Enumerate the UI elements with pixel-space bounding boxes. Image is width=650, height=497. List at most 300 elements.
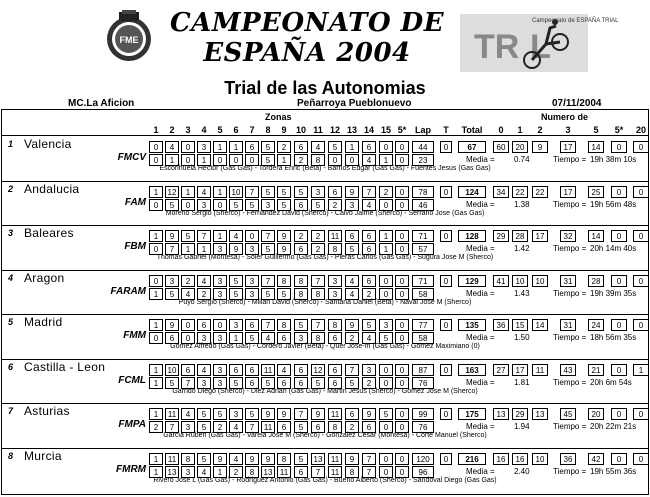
- zone-score: 5: [261, 141, 275, 153]
- zone-header: 14: [363, 125, 374, 135]
- zone-score: 1: [149, 453, 163, 465]
- zone-score: 5: [277, 288, 291, 300]
- zone-score: 10: [165, 364, 179, 376]
- team-block: [0, 271, 650, 316]
- zone-score: 5: [261, 377, 275, 389]
- team-total: 129: [458, 275, 486, 287]
- zone-header: 2: [169, 125, 175, 135]
- zone-score: 5: [213, 408, 227, 420]
- zone-score: 4: [181, 288, 195, 300]
- team-name: Madrid: [24, 315, 63, 329]
- zone-score: 2: [345, 332, 359, 344]
- zone-score: 5: [328, 141, 342, 153]
- zone-score: 10: [229, 186, 243, 198]
- zone-score: 6: [197, 319, 211, 331]
- zone-score: 4: [229, 453, 243, 465]
- zone-score: 0: [181, 141, 195, 153]
- numero-count: 0: [611, 275, 627, 287]
- numero-count: 17: [532, 230, 548, 242]
- zone-score: 11: [328, 230, 342, 242]
- zone-score: 3: [213, 377, 227, 389]
- numero-count: 31: [560, 275, 576, 287]
- zone-score: 9: [277, 230, 291, 242]
- zone-score: 2: [213, 421, 227, 433]
- zone-score: 7: [261, 230, 275, 242]
- zone-score: 13: [165, 466, 179, 478]
- zone-score: 4: [362, 199, 376, 211]
- lap-total: 76: [412, 377, 434, 389]
- numero-count: 43: [560, 364, 576, 376]
- federation-code: FARAM: [110, 285, 146, 297]
- zone-score: 1: [197, 154, 211, 166]
- numero-count: 0: [633, 408, 649, 420]
- zone-score: 5: [245, 332, 259, 344]
- numero-count: 9: [532, 141, 548, 153]
- zone-score: 0: [379, 199, 393, 211]
- team-rank: 5: [8, 317, 14, 327]
- zone-score: 5: [181, 230, 195, 242]
- tiempo-value: 19h 55m 36s: [590, 466, 637, 476]
- numero-count: 14: [532, 319, 548, 331]
- lap-total: 58: [412, 332, 434, 344]
- zone-score: 0: [181, 332, 195, 344]
- tiempo-label: Tiempo =: [553, 288, 587, 298]
- numero-count: 17: [512, 364, 528, 376]
- zone-score: 8: [277, 275, 291, 287]
- zone-header: 9: [281, 125, 287, 135]
- zone-score: 5: [197, 421, 211, 433]
- zone-score: 1: [149, 408, 163, 420]
- zone-score: 0: [149, 199, 163, 211]
- zone-score: 0: [181, 154, 195, 166]
- numero-count: 42: [588, 453, 604, 465]
- numero-count: 45: [560, 408, 576, 420]
- title-line-1: CAMPEONATO DE: [169, 8, 445, 38]
- zone-score: 11: [261, 364, 275, 376]
- zone-score: 11: [277, 466, 291, 478]
- zone-score: 3: [213, 364, 227, 376]
- numero-count: 28: [512, 230, 528, 242]
- zone-score: 6: [165, 332, 179, 344]
- team-name: Andalucia: [24, 181, 80, 196]
- zone-score: 6: [362, 275, 376, 287]
- zone-score: 2: [294, 230, 308, 242]
- media-value: 1.42: [514, 244, 530, 253]
- zone-score: 8: [311, 154, 325, 166]
- zone-score: 0: [328, 154, 342, 166]
- numero-count: 17: [560, 186, 576, 198]
- zone-score: 7: [311, 275, 325, 287]
- zone-score: 5: [229, 275, 243, 287]
- numero-count: 0: [611, 186, 627, 198]
- zone-header: 15: [380, 125, 391, 135]
- zone-score: 0: [245, 154, 259, 166]
- team-total: 135: [458, 319, 486, 331]
- lap-total: 76: [412, 421, 434, 433]
- numero-col-header: 2: [537, 125, 543, 135]
- team-name: Castilla - Leon: [24, 359, 106, 374]
- numero-count: 0: [633, 453, 649, 465]
- zone-header: 6: [233, 125, 239, 135]
- team-riders: Garcia Ruben (Gas Gas) - Varela Jose M (Sherco) - Gonzalez Cesar (Montesa) - Corte Manuel (Sherco): [163, 432, 487, 439]
- zone-score: 4: [197, 364, 211, 376]
- zone-score: 0: [395, 466, 409, 478]
- zone-score: 8: [328, 319, 342, 331]
- numero-col-header: 5: [593, 125, 599, 135]
- zone-score: 0: [149, 332, 163, 344]
- zone-header: 3: [185, 125, 191, 135]
- zone-score: 1: [165, 154, 179, 166]
- zone-score: 4: [197, 275, 211, 287]
- t-value: 0: [440, 141, 452, 153]
- lap1-row: [0, 230, 650, 243]
- team-total: 67: [458, 141, 486, 153]
- zone-score: 5: [165, 377, 179, 389]
- zone-score: 6: [362, 243, 376, 255]
- zone-score: 6: [345, 408, 359, 420]
- zone-score: 7: [261, 275, 275, 287]
- event-date: 07/11/2004: [552, 98, 602, 109]
- numero-count: 0: [633, 319, 649, 331]
- federation-code: FCML: [118, 374, 146, 386]
- zone-score: 0: [395, 377, 409, 389]
- zone-score: 3: [245, 243, 259, 255]
- tiempo-label: Tiempo =: [553, 244, 587, 253]
- zone-score: 0: [395, 199, 409, 211]
- zone-score: 6: [294, 141, 308, 153]
- zone-score: 6: [277, 421, 291, 433]
- numero-count: 60: [493, 141, 509, 153]
- t-value: 0: [440, 453, 452, 465]
- zone-score: 5: [277, 199, 291, 211]
- zone-score: 6: [245, 141, 259, 153]
- team-riders: Gomez Alfredo (Gas Gas) - Cordero Javier (Beta) - Quer Jose-m (Gas Gas) - Gomez Maximiano (0): [170, 343, 480, 350]
- zone-score: 5: [197, 453, 211, 465]
- zone-score: 3: [362, 364, 376, 376]
- zone-score: 1: [229, 141, 243, 153]
- lap1-row: [0, 319, 650, 332]
- tiempo-value: 20h 6m 54s: [590, 377, 632, 387]
- header: [0, 0, 650, 78]
- lap-total: 87: [412, 364, 434, 376]
- zone-score: 0: [181, 199, 195, 211]
- zone-score: 4: [229, 230, 243, 242]
- zone-score: 4: [197, 466, 211, 478]
- zone-score: 7: [362, 186, 376, 198]
- zone-score: 7: [197, 230, 211, 242]
- tiempo-label: Tiempo =: [553, 333, 587, 342]
- zone-score: 2: [345, 421, 359, 433]
- numero-count: 27: [493, 364, 509, 376]
- lap1-row: [0, 408, 650, 421]
- zone-score: 4: [277, 364, 291, 376]
- zone-score: 5: [229, 288, 243, 300]
- tiempo-label: Tiempo =: [553, 377, 587, 387]
- media-label: Media =: [466, 377, 495, 387]
- federation-code: FMCV: [117, 152, 146, 163]
- zone-score: 3: [181, 421, 195, 433]
- zone-score: 5: [165, 288, 179, 300]
- zone-score: 0: [213, 319, 227, 331]
- zone-score: 7: [165, 243, 179, 255]
- zone-score: 6: [245, 377, 259, 389]
- team-block: [0, 226, 650, 271]
- zone-score: 4: [181, 408, 195, 420]
- svg-text:TR: TR: [474, 28, 520, 66]
- zone-score: 6: [294, 364, 308, 376]
- zone-score: 0: [395, 332, 409, 344]
- zone-score: 7: [311, 466, 325, 478]
- zone-score: 3: [197, 141, 211, 153]
- t-value: 0: [440, 364, 452, 376]
- numero-count: 13: [532, 408, 548, 420]
- zone-score: 8: [311, 332, 325, 344]
- zone-score: 3: [213, 288, 227, 300]
- t-header: T: [443, 125, 449, 135]
- zone-score: 6: [181, 364, 195, 376]
- numero-count: 1: [633, 364, 649, 376]
- numero-count: 29: [512, 408, 528, 420]
- zone-score: 5: [362, 319, 376, 331]
- zone-score: 1: [277, 154, 291, 166]
- zonas-header: Zonas: [265, 112, 292, 122]
- zone-score: 4: [165, 141, 179, 153]
- lap-total: 96: [412, 466, 434, 478]
- zone-score: 4: [311, 141, 325, 153]
- team-block: [0, 449, 650, 494]
- zone-score: 3: [311, 186, 325, 198]
- zone-score: 9: [245, 453, 259, 465]
- zone-score: 9: [345, 453, 359, 465]
- zone-score: 0: [379, 421, 393, 433]
- zone-score: 0: [379, 364, 393, 376]
- lap-total: 46: [412, 199, 434, 211]
- zone-score: 3: [345, 199, 359, 211]
- media-label: Media =: [466, 288, 495, 298]
- team-rank: 7: [8, 406, 14, 416]
- zone-score: 3: [328, 288, 342, 300]
- zone-score: 12: [311, 364, 325, 376]
- zone-score: 9: [311, 408, 325, 420]
- zone-score: 0: [149, 154, 163, 166]
- tiempo-value: 19h 38m 10s: [590, 155, 637, 164]
- tiempo-value: 19h 39m 35s: [590, 288, 637, 298]
- zone-score: 2: [311, 230, 325, 242]
- media-value: 0.74: [514, 155, 530, 164]
- media-value: 1.50: [514, 333, 530, 342]
- zone-score: 6: [294, 199, 308, 211]
- zone-score: 1: [181, 243, 195, 255]
- zone-score: 11: [328, 453, 342, 465]
- lap-total: 58: [412, 288, 434, 300]
- zone-score: 9: [261, 408, 275, 420]
- zone-score: 3: [229, 319, 243, 331]
- zone-score: 0: [229, 154, 243, 166]
- zone-score: 7: [362, 453, 376, 465]
- zone-score: 11: [328, 408, 342, 420]
- team-riders: Thomas Gabriel (Montesa) - Soler Guillermo (Gas Gas) - Pieras Carlos (Gas Gas) - Sugura Jose M (Sherco): [156, 254, 494, 261]
- zone-score: 6: [294, 377, 308, 389]
- zone-score: 3: [165, 275, 179, 287]
- numero-count: 16: [493, 453, 509, 465]
- zone-score: 5: [311, 377, 325, 389]
- numero-count: 15: [512, 319, 528, 331]
- zone-score: 6: [277, 332, 291, 344]
- tiempo-label: Tiempo =: [553, 466, 587, 476]
- numero-count: 29: [493, 230, 509, 242]
- zone-score: 1: [149, 186, 163, 198]
- media-label: Media =: [466, 199, 495, 209]
- t-value: 0: [440, 230, 452, 242]
- zone-score: 1: [149, 319, 163, 331]
- zone-score: 9: [345, 186, 359, 198]
- zone-score: 6: [362, 421, 376, 433]
- team-name: Baleares: [24, 226, 74, 240]
- zone-score: 1: [229, 332, 243, 344]
- zone-score: 0: [379, 275, 393, 287]
- zone-score: 7: [261, 319, 275, 331]
- zone-header: 10: [295, 125, 306, 135]
- zone-score: 0: [395, 453, 409, 465]
- zone-score: 4: [345, 288, 359, 300]
- zone-score: 3: [245, 275, 259, 287]
- t-value: 0: [440, 275, 452, 287]
- zone-score: 0: [379, 288, 393, 300]
- federation-code: FMPA: [118, 419, 146, 430]
- zone-score: 7: [294, 408, 308, 420]
- zone-score: 0: [379, 453, 393, 465]
- zone-score: 0: [395, 243, 409, 255]
- zone-score: 6: [328, 377, 342, 389]
- lap-total: 23: [412, 154, 434, 166]
- zone-score: 7: [311, 319, 325, 331]
- zone-score: 2: [328, 199, 342, 211]
- zone-score: 0: [395, 288, 409, 300]
- team-rank: 4: [8, 272, 14, 283]
- zone-score: 5: [261, 154, 275, 166]
- zone-score: 3: [197, 377, 211, 389]
- zone-score: 3: [245, 288, 259, 300]
- zone-score: 3: [213, 243, 227, 255]
- fme-logo-text: FME: [119, 35, 139, 45]
- lap-total: 99: [412, 408, 434, 420]
- zone-score: 9: [362, 408, 376, 420]
- zone-score: 9: [165, 230, 179, 242]
- media-value: 1.43: [514, 288, 530, 298]
- zone-score: 7: [245, 186, 259, 198]
- zone-score: 8: [294, 275, 308, 287]
- zone-score: 5: [345, 377, 359, 389]
- numero-count: 20: [512, 141, 528, 153]
- zone-score: 1: [149, 364, 163, 376]
- zone-score: 5: [294, 319, 308, 331]
- zone-score: 3: [197, 332, 211, 344]
- federation-code: FAM: [124, 196, 146, 208]
- trial-logo-text: Campeonato de ESPAÑA TRIAL: [532, 18, 619, 24]
- numero-count: 25: [588, 186, 604, 198]
- zone-score: 3: [328, 275, 342, 287]
- lap-header: Lap: [414, 125, 431, 135]
- zone-score: 11: [261, 421, 275, 433]
- zone-header: 13: [346, 125, 357, 135]
- zone-score: 5: [294, 186, 308, 198]
- zone-score: 5: [229, 377, 243, 389]
- zone-score: 0: [213, 199, 227, 211]
- zone-score: 6: [245, 364, 259, 376]
- zone-score: 6: [277, 377, 291, 389]
- tiempo-value: 20h 14m 40s: [590, 244, 637, 253]
- zone-score: 1: [149, 230, 163, 242]
- zone-score: 1: [149, 288, 163, 300]
- zone-score: 1: [213, 466, 227, 478]
- zone-score: 0: [395, 186, 409, 198]
- zone-score: 6: [328, 364, 342, 376]
- venue: Peñarroya Pueblonuevo: [297, 98, 412, 109]
- zone-score: 5: [277, 186, 291, 198]
- zone-score: 7: [345, 364, 359, 376]
- zone-score: 11: [165, 453, 179, 465]
- zone-score: 1: [197, 243, 211, 255]
- zone-header: 7: [249, 125, 255, 135]
- team-rank: 8: [8, 450, 14, 461]
- team-total: 216: [458, 453, 486, 465]
- lap1-row: [0, 183, 650, 199]
- numero-count: 24: [588, 319, 604, 331]
- zone-score: 8: [311, 288, 325, 300]
- media-label: Media =: [466, 333, 495, 342]
- numero-count: 0: [611, 408, 627, 420]
- numero-count: 11: [532, 364, 548, 376]
- numero-count: 28: [588, 275, 604, 287]
- zone-score: 2: [294, 154, 308, 166]
- t-value: 0: [440, 408, 452, 420]
- zone-score: 12: [165, 186, 179, 198]
- zone-score: 0: [395, 230, 409, 242]
- numero-count: 36: [560, 453, 576, 465]
- numero-count: 0: [633, 275, 649, 287]
- zone-score: 9: [213, 453, 227, 465]
- numero-count: 22: [512, 186, 528, 198]
- page-title: [162, 8, 452, 68]
- zone-score: 8: [328, 421, 342, 433]
- zone-score: 3: [181, 466, 195, 478]
- zone-score: 3: [229, 408, 243, 420]
- team-riders: Puyo Sergio (Sherco) - Millan David (Sherco) - Santana Daniel (Beta) - Naval Jose M (Sherco): [178, 298, 472, 306]
- team-block: [0, 404, 650, 449]
- zone-score: 3: [197, 199, 211, 211]
- zone-score: 5: [197, 408, 211, 420]
- zone-score: 1: [149, 466, 163, 478]
- zone-score: 9: [277, 243, 291, 255]
- zone-score: 9: [261, 453, 275, 465]
- team-rank: 1: [8, 139, 14, 149]
- zone-score: 0: [395, 421, 409, 433]
- zone-score: 4: [345, 275, 359, 287]
- t-value: 0: [440, 319, 452, 331]
- zone-header: 1: [153, 125, 159, 135]
- zone-score: 0: [379, 141, 393, 153]
- fme-logo: [104, 10, 154, 64]
- zone-score: 4: [261, 332, 275, 344]
- federation-code: FMM: [123, 330, 146, 341]
- federation-code: FBM: [124, 241, 146, 252]
- zone-score: 5: [261, 243, 275, 255]
- team-rank: 6: [8, 361, 14, 372]
- numero-count: 0: [633, 186, 649, 198]
- numero-count: 17: [560, 141, 576, 153]
- zone-score: 4: [197, 186, 211, 198]
- team-total: 128: [458, 230, 486, 242]
